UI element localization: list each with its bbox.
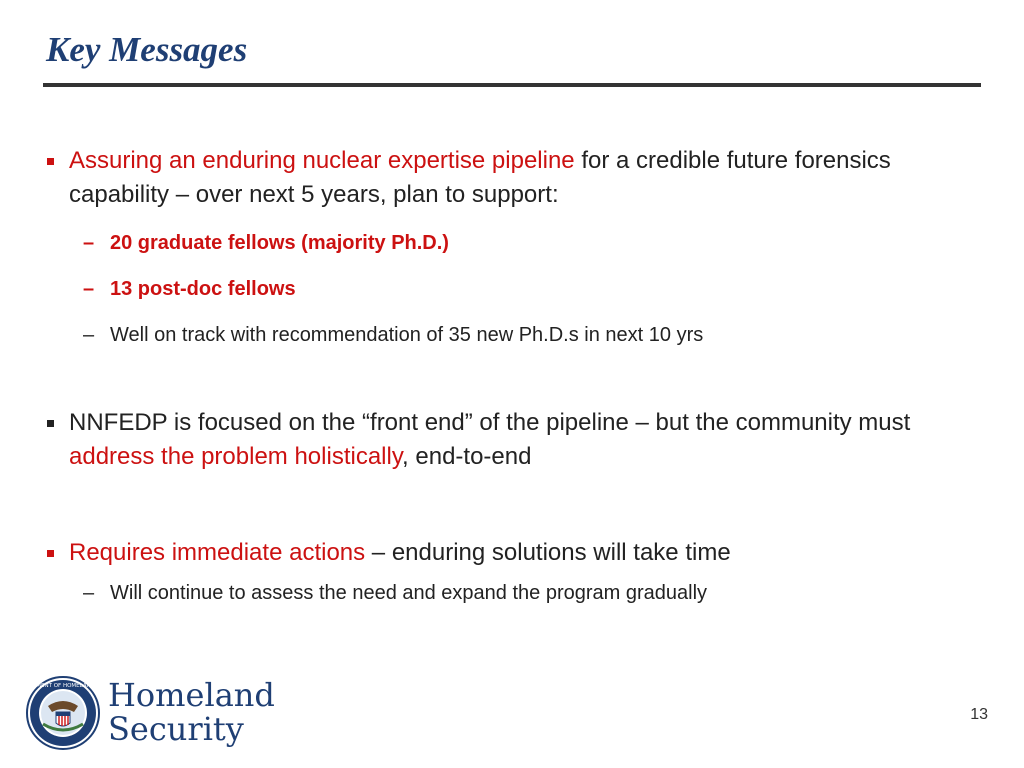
bullet-immediate-actions <box>46 536 946 570</box>
sub-item-text: Will continue to assess the need and expand the program gradually <box>110 582 708 604</box>
dhs-seal-icon <box>2 676 124 750</box>
bullet-front-end-text: NNFEDP is focused on the “front end” of the pipeline – but the community must <box>69 409 911 436</box>
sub-item-text: 20 graduate fellows (majority Ph.D.) <box>110 232 449 254</box>
sub-item-text: Well on track with recommendation of 35 new Ph.D.s in next 10 yrs <box>110 324 704 346</box>
bullet-front-end-tail: , end-to-end <box>402 443 532 470</box>
brand-line-homeland: Homeland <box>108 676 275 714</box>
page-number: 13 <box>970 706 988 723</box>
sub-item-on-track <box>46 312 946 358</box>
square-bullet-icon <box>47 550 54 557</box>
dash-bullet-icon: – <box>83 582 95 604</box>
sub-item-text: 13 post-doc fellows <box>110 278 296 300</box>
dash-bullet-icon: – <box>83 232 95 254</box>
bullet-actions-text: – enduring solutions will take time <box>365 539 731 566</box>
slide-title: Key Messages <box>46 30 248 69</box>
sub-list-actions <box>46 570 946 616</box>
square-bullet-icon <box>47 158 54 165</box>
sub-list-pipeline <box>46 220 946 358</box>
dash-bullet-icon: – <box>83 324 95 346</box>
bullet-pipeline-highlight: Assuring an enduring nuclear expertise pipeline <box>69 147 575 174</box>
dash-bullet-icon: – <box>83 278 95 300</box>
sub-item-assess-need <box>46 570 946 616</box>
title-divider <box>43 83 981 87</box>
bullet-front-end-highlight: address the problem holistically <box>69 443 403 470</box>
sub-item-graduate-fellows <box>46 220 946 266</box>
homeland-security-wordmark <box>108 678 275 746</box>
bullet-front-end <box>46 406 946 474</box>
bullet-actions-highlight: Requires immediate actions <box>69 539 366 566</box>
slide-content <box>46 144 946 616</box>
bullet-pipeline <box>46 144 946 212</box>
sub-item-postdoc-fellows <box>46 266 946 312</box>
bullet-pipeline-text: for a credible future forensics capability – over next 5 years, plan to support: <box>69 147 891 208</box>
square-bullet-icon <box>47 420 54 427</box>
brand-line-security: Security <box>108 710 244 748</box>
seal-caption: U.S. DEPARTMENT OF HOMELAND SECURITY <box>2 683 124 689</box>
